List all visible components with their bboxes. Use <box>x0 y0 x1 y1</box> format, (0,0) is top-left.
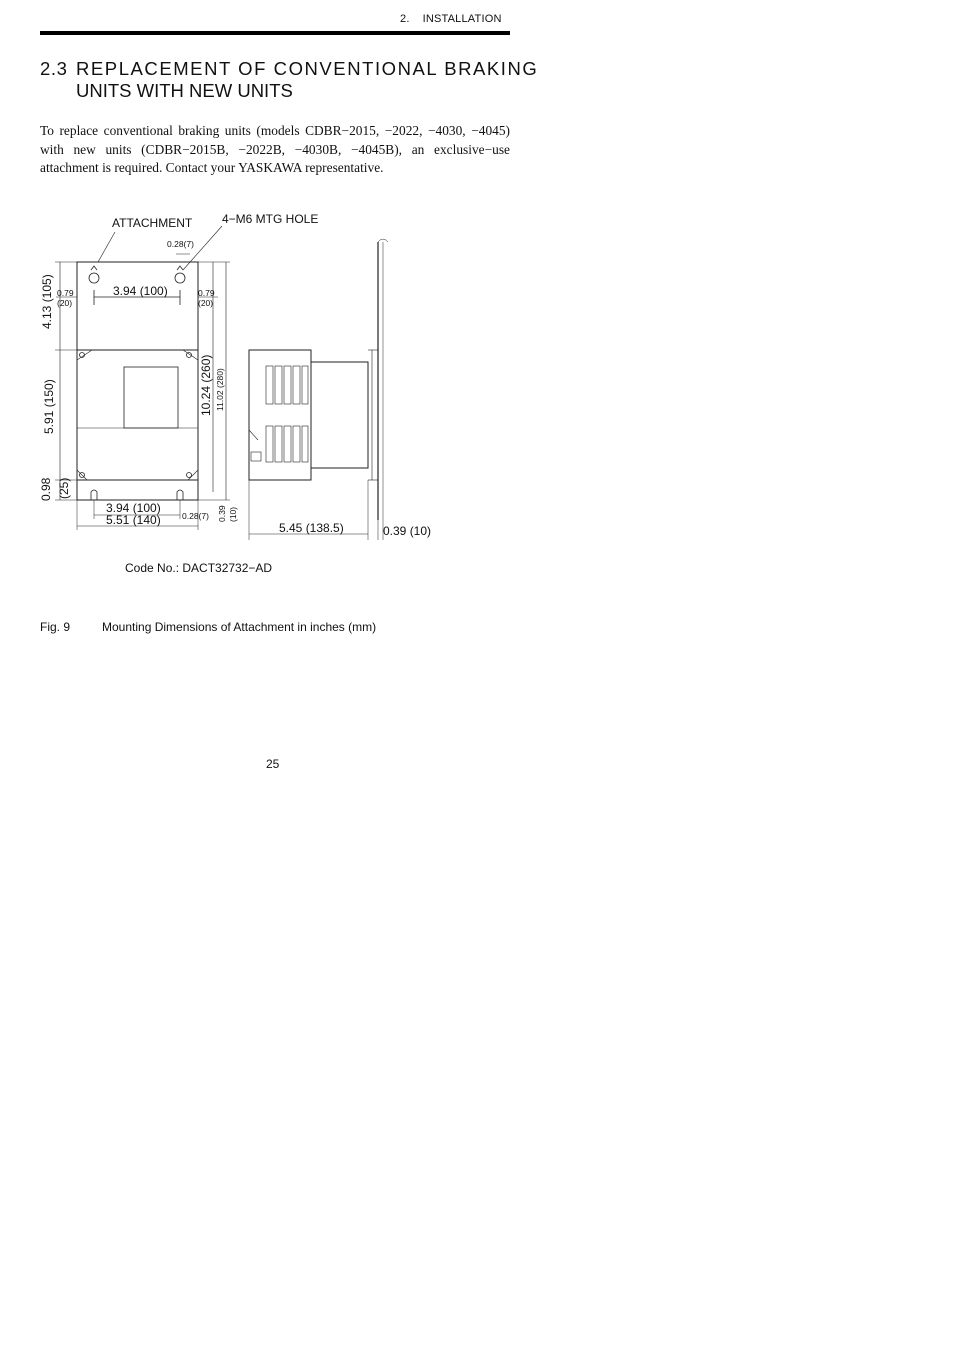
dim-right-margin-mm: (20) <box>198 298 214 308</box>
section-title-line2: UNITS WITH NEW UNITS <box>76 80 293 101</box>
callout-attachment: ATTACHMENT <box>112 216 193 230</box>
code-number: Code No.: DACT32732−AD <box>125 561 273 575</box>
dim-bottom-margin-in: 0.39 <box>217 505 227 522</box>
display-window <box>124 367 178 428</box>
dim-middle-height: 5.91 (150) <box>42 379 56 434</box>
braking-unit-body <box>77 350 198 480</box>
dim-upper-height: 4.13 (105) <box>40 274 54 329</box>
intro-paragraph: To replace conventional braking units (models CDBR−2015, −2022, −4030, −4045) with new units (CDBR−2015B, −2022B, −4030B, −4045B), an exclusive−use attachment is required. Contact your YASKAWA representative. <box>40 123 510 175</box>
dim-lower-height-in: 0.98 <box>39 477 53 501</box>
dim-depth: 5.45 (138.5) <box>279 521 344 535</box>
bottom-slot-left <box>91 490 97 500</box>
figure-number: Fig. 9 <box>40 620 71 634</box>
dim-height-inner: 10.24 (260) <box>199 354 213 416</box>
dim-height-overall: 11.02 (280) <box>215 368 225 411</box>
callout-mtg-hole: 4−M6 MTG HOLE <box>222 212 319 226</box>
dim-left-margin-in: 0.79 <box>57 288 74 298</box>
dim-hole-offset-top: 0.28(7) <box>167 239 194 249</box>
page-number: 25 <box>266 757 280 771</box>
dim-hole-offset-bottom: 0.28(7) <box>182 511 209 521</box>
header-section-label: 2. INSTALLATION <box>400 13 502 25</box>
top-keyhole-right <box>175 266 185 283</box>
top-keyhole-left <box>89 266 99 283</box>
section-title-line1: REPLACEMENT OF CONVENTIONAL BRAKING <box>76 58 539 79</box>
dim-left-margin-mm: (20) <box>57 298 73 308</box>
dim-lower-height-mm: (25) <box>57 477 71 499</box>
dim-overall-width: 5.51 (140) <box>106 513 161 527</box>
section-number: 2.3 <box>40 58 68 79</box>
side-body-rear <box>311 362 368 468</box>
bottom-slot-right <box>177 490 183 500</box>
figure-caption-text: Mounting Dimensions of Attachment in inches (mm) <box>102 620 377 634</box>
dim-plate-thickness: 0.39 (10) <box>383 524 432 538</box>
heatsink-fins <box>266 366 308 462</box>
screw-br <box>187 473 192 478</box>
dim-bottom-margin-mm: (10) <box>228 506 238 522</box>
attachment-leader <box>98 232 115 262</box>
dim-top-hole-pitch: 3.94 (100) <box>113 284 168 298</box>
dim-right-margin-in: 0.79 <box>198 288 215 298</box>
side-view <box>249 239 388 540</box>
dim-bottom-hole-pitch: 3.94 (100) <box>106 501 161 515</box>
